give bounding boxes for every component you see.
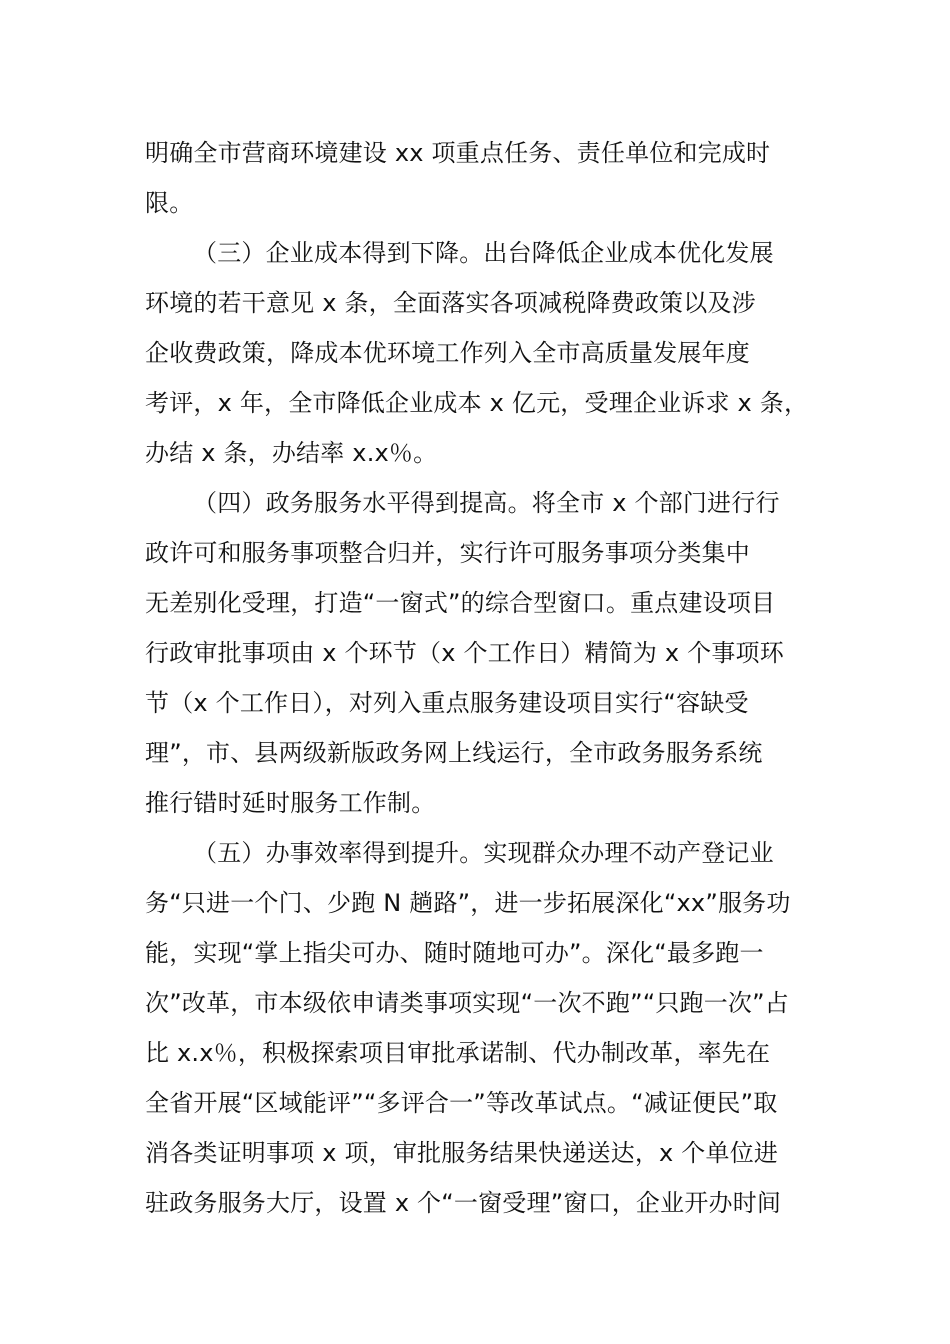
- text-line: 企收费政策，降成本优环境工作列入全市高质量发展年度: [145, 339, 750, 367]
- text-line: 限。: [145, 189, 194, 217]
- text-line: 驻政务服务大厅，设置 x 个“一窗受理”窗口，企业开办时间: [145, 1189, 782, 1217]
- text-line: 明确全市营商环境建设 xx 项重点任务、责任单位和完成时: [145, 139, 771, 167]
- text-line: 次”改革，市本级依申请类事项实现“一次不跑”“只跑一次”占: [145, 989, 789, 1017]
- text-line: 理”，市、县两级新版政务网上线运行，全市政务服务系统: [145, 739, 763, 767]
- text-line: 政许可和服务事项整合归并，实行许可服务事项分类集中: [145, 539, 750, 567]
- text-line: 推行错时延时服务工作制。: [145, 789, 436, 817]
- text-line: （五）办事效率得到提升。实现群众办理不动产登记业: [193, 839, 774, 867]
- text-line: 务“只进一个门、少跑 N 趟路”，进一步拓展深化“xx”服务功: [145, 889, 791, 917]
- document-body: [145, 128, 835, 1228]
- text-line: 无差别化受理，打造“一窗式”的综合型窗口。重点建设项目: [145, 589, 776, 617]
- text-line: 考评，x 年，全市降低企业成本 x 亿元，受理企业诉求 x 条，: [145, 389, 809, 417]
- text-line: 消各类证明事项 x 项，审批服务结果快递送达，x 个单位进: [145, 1139, 779, 1167]
- text-line: （四）政务服务水平得到提高。将全市 x 个部门进行行: [193, 489, 780, 517]
- text-line: 能，实现“掌上指尖可办、随时随地可办”。深化“最多跑一: [145, 939, 764, 967]
- text-line: 行政审批事项由 x 个环节（x 个工作日）精简为 x 个事项环: [145, 639, 784, 667]
- text-line: 环境的若干意见 x 条，全面落实各项减税降费政策以及涉: [145, 289, 756, 317]
- text-line: 办结 x 条，办结率 x.x％。: [145, 439, 438, 467]
- text-line: 比 x.x％，积极探索项目审批承诺制、代办制改革，率先在: [145, 1039, 771, 1067]
- text-line: （三）企业成本得到下降。出台降低企业成本优化发展: [193, 239, 774, 267]
- text-line: 节（x 个工作日），对列入重点服务建设项目实行“容缺受: [145, 689, 749, 717]
- text-line: 全省开展“区域能评”“多评合一”等改革试点。“减证便民”取: [145, 1089, 778, 1117]
